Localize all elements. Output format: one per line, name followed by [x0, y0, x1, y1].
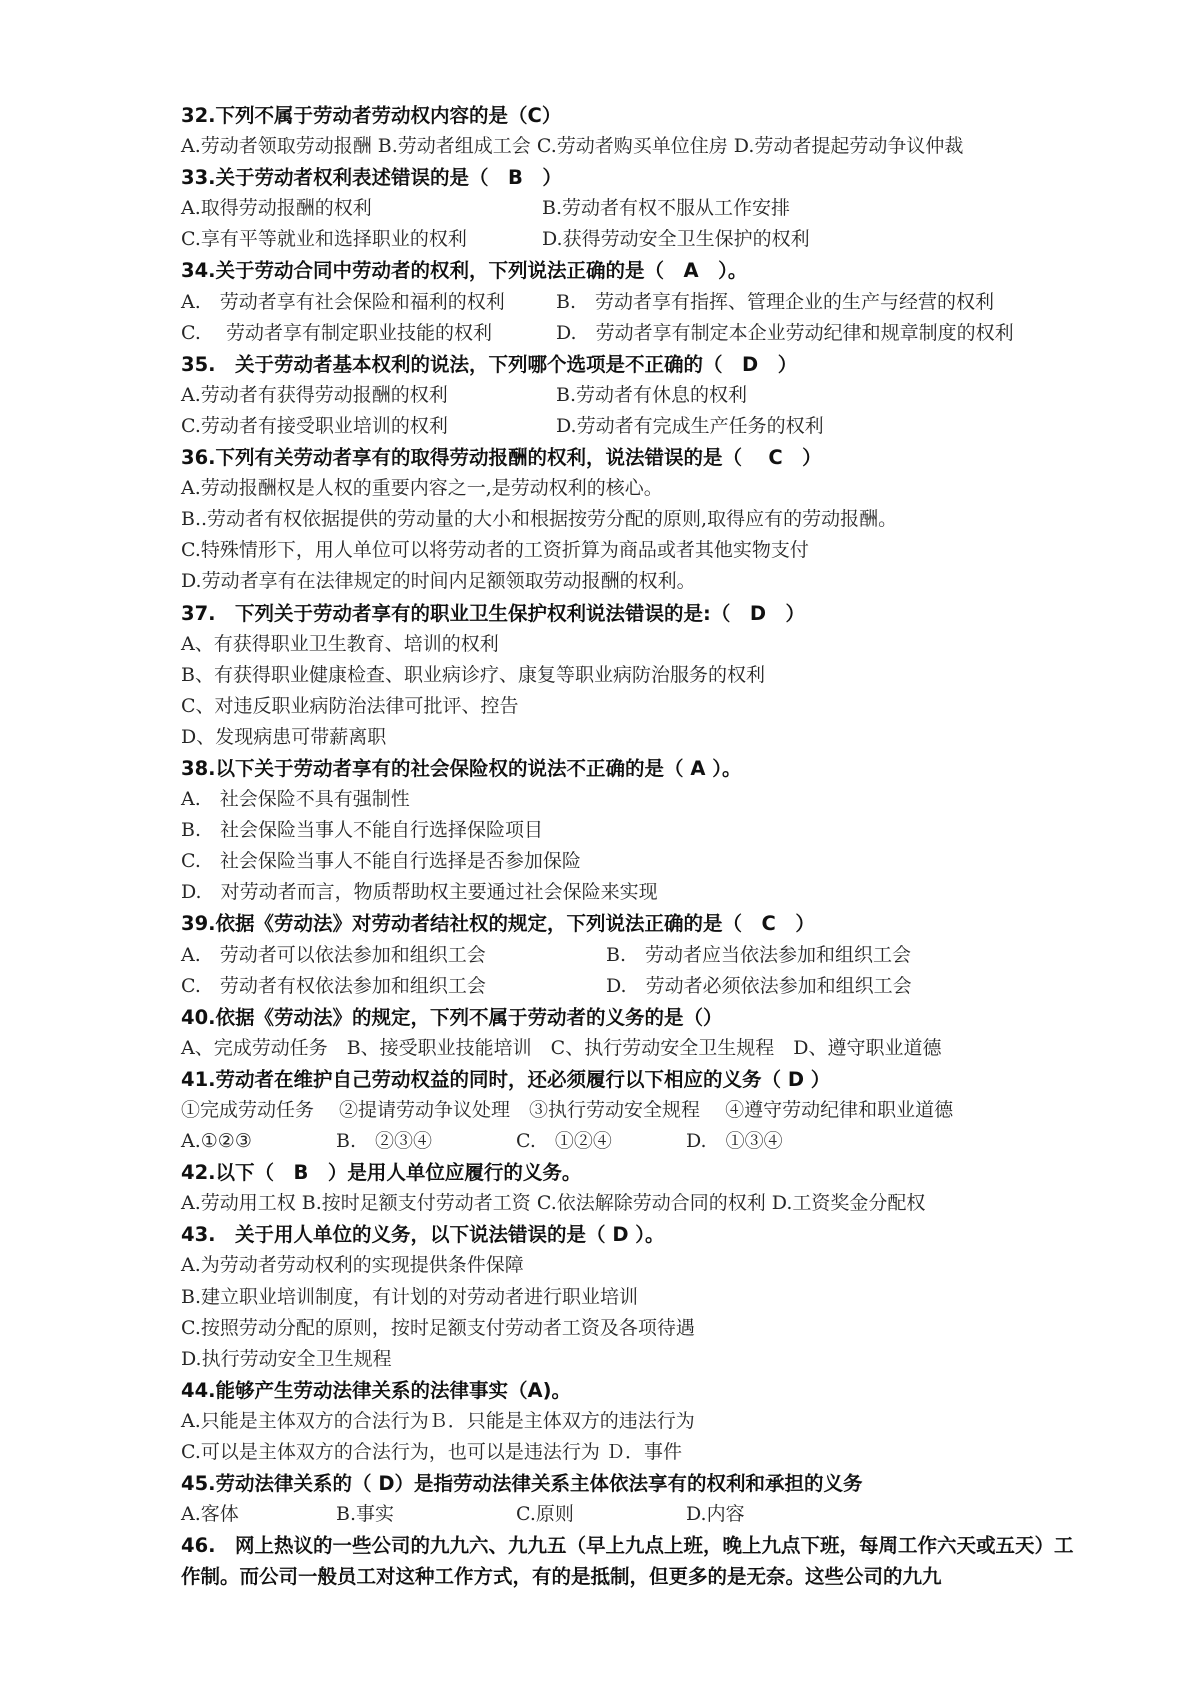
option: B.事实 — [336, 1503, 395, 1526]
option-row — [181, 411, 1081, 442]
option-row — [181, 287, 1081, 318]
option-line: B.建立职业培训制度，有计划的对劳动者进行职业培训 — [181, 1285, 639, 1308]
option: A.客体 — [181, 1503, 239, 1526]
question-title: 41.劳动者在维护自己劳动权益的同时，还必须履行以下相应的义务（ D ） — [181, 1067, 831, 1091]
option: D. ①③④ — [686, 1130, 783, 1153]
option: A. 劳动者可以依法参加和组织工会 — [181, 943, 486, 966]
option-row — [181, 971, 1081, 1002]
option: D. 劳动者享有制定本企业劳动纪律和规章制度的权利 — [556, 321, 1014, 344]
option: D.劳动者有完成生产任务的权利 — [556, 414, 824, 437]
question-title: 34.关于劳动合同中劳动者的权利，下列说法正确的是（ A ）。 — [181, 259, 748, 283]
option-line: B..劳动者有权依据提供的劳动量的大小和根据按劳分配的原则,取得应有的劳动报酬。 — [181, 508, 898, 531]
statement-line: ①完成劳动任务 ②提请劳动争议处理 ③执行劳动安全规程 ④遵守劳动纪律和职业道德 — [181, 1099, 954, 1121]
question-title: 42.以下（ B ）是用人单位应履行的义务。 — [181, 1161, 582, 1185]
option: A.劳动者有获得劳动报酬的权利 — [181, 383, 448, 406]
question-title: 46. 网上热议的一些公司的九九六、九九五（早上九点上班，晚上九点下班，每周工作六天或五天）工作制。而公司一般员工对这种工作方式，有的是抵制，但更多的是无奈。这些公司的九九 — [181, 1534, 1074, 1589]
option-row — [181, 1126, 1081, 1157]
option: B.劳动者有休息的权利 — [556, 383, 748, 406]
option-line: A. 社会保险不具有强制性 — [181, 788, 410, 811]
option-line: D.执行劳动安全卫生规程 — [181, 1347, 392, 1370]
question-list — [181, 100, 1081, 1593]
question-title: 40.依据《劳动法》的规定，下列不属于劳动者的义务的是（） — [181, 1005, 723, 1029]
option-row — [181, 193, 1081, 224]
option: D. 劳动者必须依法参加和组织工会 — [606, 974, 912, 997]
option: C.劳动者有接受职业培训的权利 — [181, 414, 448, 437]
option: C.享有平等就业和选择职业的权利 — [181, 228, 467, 251]
option: B. 劳动者享有指挥、管理企业的生产与经营的权利 — [556, 290, 995, 313]
option: B. ②③④ — [336, 1130, 433, 1153]
option-line: A、有获得职业卫生教育、培训的权利 — [181, 632, 499, 655]
option: C. ①②④ — [516, 1130, 612, 1153]
option-line: A.劳动用工权 B.按时足额支付劳动者工资 C.依法解除劳动合同的权利 D.工资奖金分配权 — [181, 1192, 926, 1215]
option-line: B、有获得职业健康检查、职业病诊疗、康复等职业病防治服务的权利 — [181, 663, 765, 686]
option-line: B. 社会保险当事人不能自行选择保险项目 — [181, 819, 544, 842]
question-title: 37. 下列关于劳动者享有的职业卫生保护权利说法错误的是:（ D ） — [181, 601, 806, 625]
option-line: A.劳动报酬权是人权的重要内容之一,是劳动权利的核心。 — [181, 477, 663, 500]
option-line: C.特殊情形下，用人单位可以将劳动者的工资折算为商品或者其他实物支付 — [181, 539, 809, 562]
option-line: A.只能是主体双方的合法行为Ｂ．只能是主体双方的违法行为 — [181, 1409, 695, 1432]
option-row — [181, 940, 1081, 971]
option: A.①②③ — [181, 1130, 252, 1153]
option-line: C.可以是主体双方的合法行为，也可以是违法行为 Ｄ．事件 — [181, 1441, 682, 1464]
question-title: 44.能够产生劳动法律关系的法律事实（A)。 — [181, 1378, 572, 1402]
option: D.获得劳动安全卫生保护的权利 — [542, 228, 810, 251]
option: A.取得劳动报酬的权利 — [181, 197, 372, 220]
option: B. 劳动者应当依法参加和组织工会 — [606, 943, 912, 966]
option: C. 劳动者享有制定职业技能的权利 — [181, 321, 492, 344]
option-line: D.劳动者享有在法律规定的时间内足额领取劳动报酬的权利。 — [181, 570, 696, 593]
question-title: 35. 关于劳动者基本权利的说法，下列哪个选项是不正确的（ D ） — [181, 352, 798, 376]
option: D.内容 — [686, 1503, 745, 1526]
option: B.劳动者有权不服从工作安排 — [542, 197, 791, 220]
option-line: A、完成劳动任务 B、接受职业技能培训 C、执行劳动安全卫生规程 D、遵守职业道德 — [181, 1036, 942, 1059]
option-line: A.劳动者领取劳动报酬 B.劳动者组成工会 C.劳动者购买单位住房 D.劳动者提起劳动争议仲裁 — [181, 135, 964, 158]
option-row — [181, 318, 1081, 349]
question-title: 43. 关于用人单位的义务，以下说法错误的是（ D ）。 — [181, 1223, 665, 1247]
option-line: C、对违反职业病防治法律可批评、控告 — [181, 694, 519, 717]
question-title: 36.下列有关劳动者享有的取得劳动报酬的权利，说法错误的是（ C ） — [181, 446, 822, 470]
option-line: D、发现病患可带薪离职 — [181, 725, 387, 748]
option-line: A.为劳动者劳动权利的实现提供条件保障 — [181, 1254, 524, 1277]
question-title: 39.依据《劳动法》对劳动者结社权的规定，下列说法正确的是（ C ） — [181, 912, 815, 936]
option: C.原则 — [516, 1503, 574, 1526]
option-row — [181, 224, 1081, 255]
question-title: 38.以下关于劳动者享有的社会保险权的说法不正确的是（ A ）。 — [181, 756, 742, 780]
option-line: C.按照劳动分配的原则，按时足额支付劳动者工资及各项待遇 — [181, 1316, 695, 1339]
option-line: C. 社会保险当事人不能自行选择是否参加保险 — [181, 850, 581, 873]
question-title: 45.劳动法律关系的（ D）是指劳动法律关系主体依法享有的权利和承担的义务 — [181, 1472, 863, 1496]
question-title: 32.下列不属于劳动者劳动权内容的是（C） — [181, 104, 562, 127]
question-title: 33.关于劳动者权利表述错误的是（ B ） — [181, 166, 562, 190]
option-row — [181, 380, 1081, 411]
option-row — [181, 1499, 1081, 1530]
option-line: D. 对劳动者而言，物质帮助权主要通过社会保险来实现 — [181, 881, 658, 904]
option: C. 劳动者有权依法参加和组织工会 — [181, 974, 486, 997]
option: A. 劳动者享有社会保险和福利的权利 — [181, 290, 505, 313]
